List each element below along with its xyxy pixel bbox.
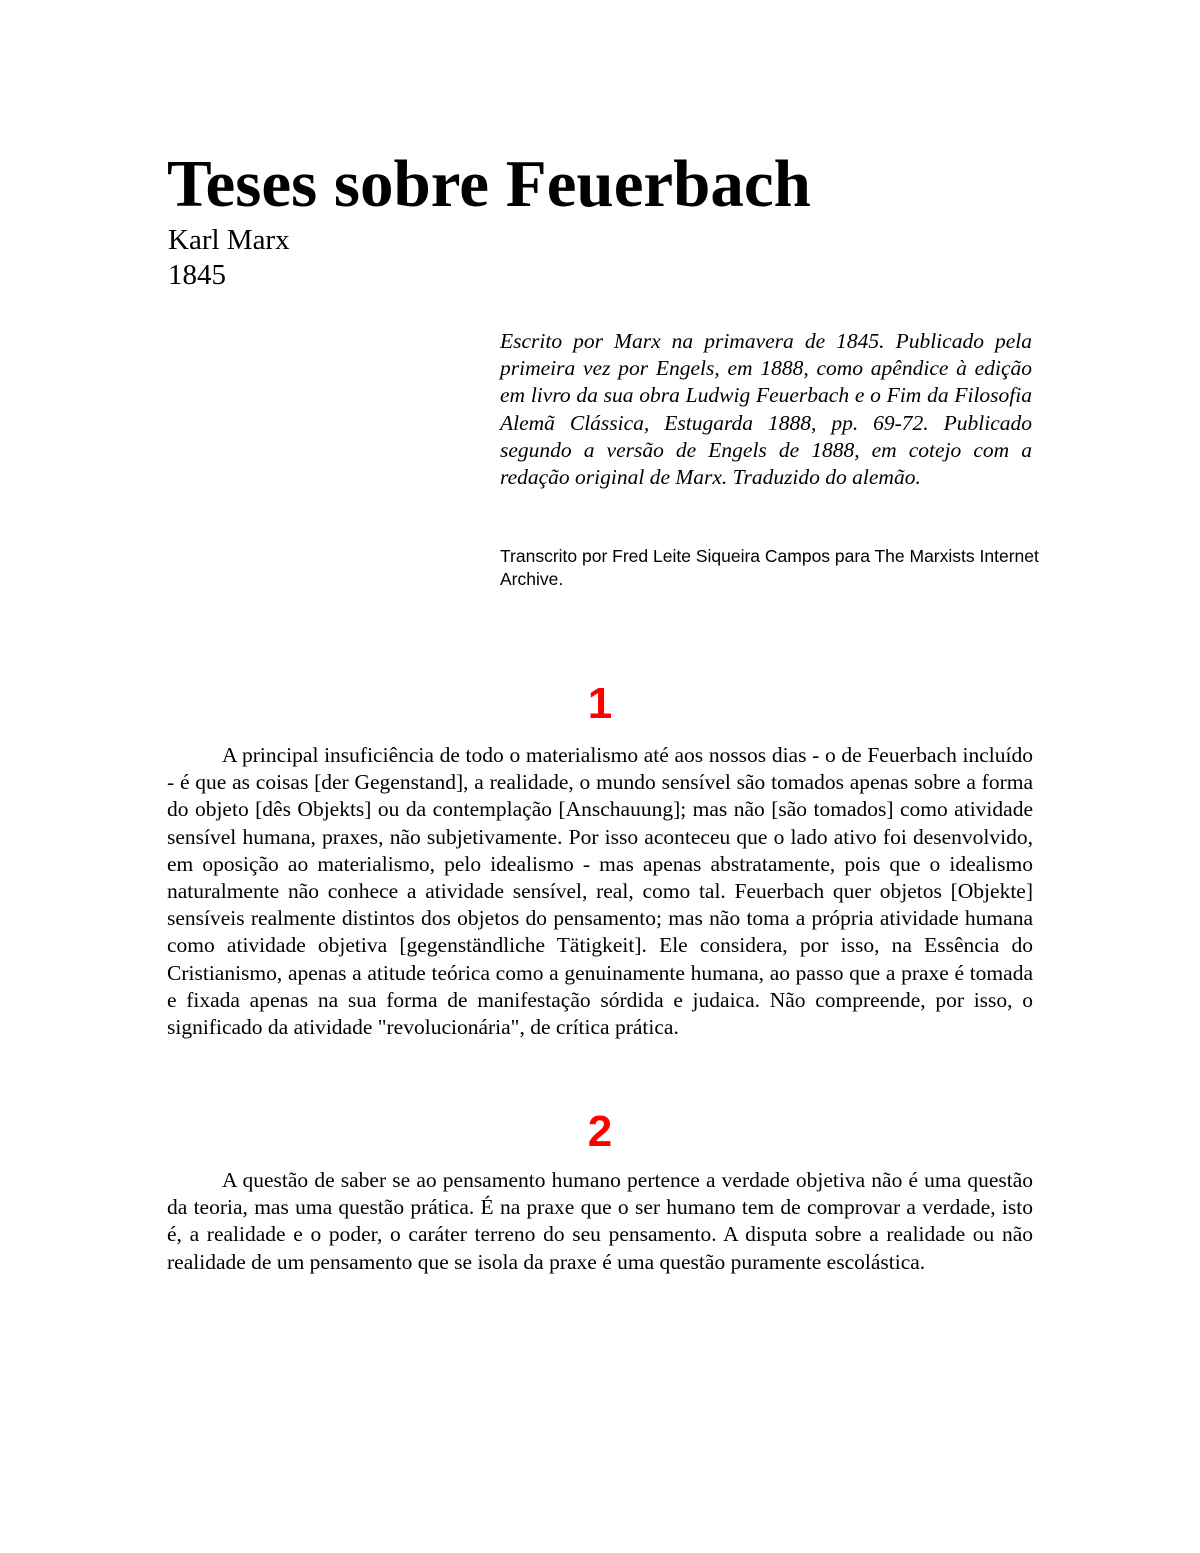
- publication-year: 1845: [168, 259, 226, 291]
- transcription-credit: Transcrito por Fred Leite Siqueira Campos para The Marxists Internet Archive.: [500, 546, 1039, 589]
- thesis-text-1: A principal insuficiência de todo o materialismo até aos nossos dias - o de Feuerbach incluído - é que as coisas [der Gegenstand], a realidade, o mundo sensível são tomados apenas sobre a forma do objeto [dês Objekts] ou da contemplação [Anschauung]; mas não [são tomados] como atividade sensível humana, praxes, não subjetivamente. Por isso aconteceu que o lado ativo foi desenvolvido, em oposição ao materialismo, pelo idealismo - mas apenas abstratamente, pois que o idealismo naturalmente não conhece a atividade sensível, real, como tal. Feuerbach quer objetos [Objekte] sensíveis realmente distintos dos objetos do pensamento; mas não toma a própria atividade humana como atividade objetiva [gegenständliche Tätigkeit]. Ele considera, por isso, na Essência do Cristianismo, apenas a atitude teórica como a genuinamente humana, ao passo que a praxe é tomada e fixada apenas na sua forma de manifestação sórdida e judaica. Não compreende, por isso, o significado da atividade "revolucionária", de crítica prática.: [167, 743, 1033, 1040]
- thesis-number-1: 1: [587, 679, 613, 728]
- thesis-number-2: 2: [587, 1107, 613, 1156]
- author-name: Karl Marx: [168, 224, 290, 256]
- document-title: Teses sobre Feuerbach: [167, 147, 811, 221]
- editorial-note: Escrito por Marx na primavera de 1845. Publicado pela primeira vez por Engels, em 1888, como apêndice à edição em livro da sua obra Ludwig Feuerbach e o Fim da Filosofia Alemã Clássica, Estugarda 1888, pp. 69-72. Publicado segundo a versão de Engels de 1888, em cotejo com a redação original de Marx. Traduzido do alemão.: [500, 329, 1032, 490]
- thesis-text-2: A questão de saber se ao pensamento humano pertence a verdade objetiva não é uma questão da teoria, mas uma questão prática. É na praxe que o ser humano tem de comprovar a verdade, isto é, a realidade e o poder, o caráter terreno do seu pensamento. A disputa sobre a realidade ou não realidade de um pensamento que se isola da praxe é uma questão puramente escolástica.: [167, 1168, 1033, 1274]
